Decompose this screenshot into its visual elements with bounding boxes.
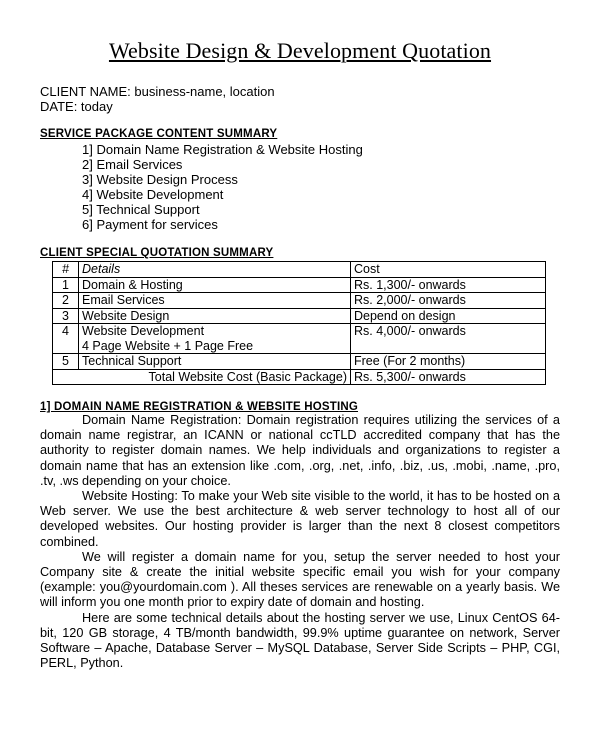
table-header-row: [53, 262, 546, 278]
row-cost: Rs. 2,000/- onwards: [351, 293, 546, 309]
total-label: Total Website Cost (Basic Package): [53, 369, 351, 385]
total-cost: Rs. 5,300/- onwards: [351, 369, 546, 385]
row-detail-line: Website Development: [82, 324, 205, 338]
list-item: 2] Email Services: [82, 157, 183, 172]
row-detail: [79, 324, 351, 354]
paragraph-domain-registration: Domain Name Registration: Domain registration requires utilizing the services of a domain name registrar, an ICANN or national ccTLD accredited company that has the authority to register domain names. We help individuals and organizations to register a domain name that has an extension like .com, .org, .net, .info, .biz, .us, .mobi, .name, .pro, .tv, .ws depending on your choice.: [40, 413, 560, 488]
column-header-number: #: [53, 262, 79, 278]
row-cost: Rs. 4,000/- onwards: [351, 324, 546, 354]
paragraph-technical-details: Here are some technical details about the hosting server we use, Linux CentOS 64-bit, 120 GB storage, 4 TB/month bandwidth, 99.9% uptime guarantee on network, Server Software – Apache, Database Server – MySQL Database, Server Side Scripts – PHP, CGI, PERL, Python.: [40, 610, 560, 671]
table-row: [53, 277, 546, 293]
document-title: Website Design & Development Quotation: [108, 38, 492, 63]
row-cost: Depend on design: [351, 308, 546, 324]
row-detail: Email Services: [79, 293, 351, 309]
row-number: 4: [53, 324, 79, 354]
quotation-table: [52, 261, 546, 385]
row-detail: Domain & Hosting: [79, 277, 351, 293]
table-row: [53, 308, 546, 324]
quotation-summary-heading: CLIENT SPECIAL QUOTATION SUMMARY: [40, 247, 274, 259]
table-row: [53, 324, 546, 354]
section1-body: [40, 413, 560, 671]
row-number: 5: [53, 354, 79, 370]
list-item: 3] Website Design Process: [82, 172, 238, 187]
table-row: [53, 354, 546, 370]
paragraph-registration-service: We will register a domain name for you, setup the server needed to host your Company site & create the initial website specific email you wish for your company (example: you@yourdomain.com ). All theses services are renewable on a yearly basis. We will inform you one month prior to expiry date of domain and hosting.: [40, 549, 560, 610]
list-item: 4] Website Development: [82, 187, 224, 202]
row-detail: Technical Support: [79, 354, 351, 370]
date-line: DATE: today: [40, 99, 113, 114]
table-row: [53, 293, 546, 309]
row-cost: Rs. 1,300/- onwards: [351, 277, 546, 293]
client-name-line: CLIENT NAME: business-name, location: [40, 84, 275, 99]
service-list: [82, 142, 363, 232]
row-number: 3: [53, 308, 79, 324]
column-header-cost: Cost: [351, 262, 546, 278]
section1-heading: 1] DOMAIN NAME REGISTRATION & WEBSITE HOSTING: [40, 401, 359, 413]
row-cost: Free (For 2 months): [351, 354, 546, 370]
row-number: 1: [53, 277, 79, 293]
list-item: 1] Domain Name Registration & Website Hosting: [82, 142, 363, 157]
row-number: 2: [53, 293, 79, 309]
row-detail: Website Design: [79, 308, 351, 324]
service-summary-heading: SERVICE PACKAGE CONTENT SUMMARY: [40, 128, 278, 140]
list-item: 5] Technical Support: [82, 202, 200, 217]
list-item: 6] Payment for services: [82, 217, 218, 232]
paragraph-website-hosting: Website Hosting: To make your Web site visible to the world, it has to be hosted on a Web server. We use the best architecture & web server technology to host all of our developed websites. Our hosting provider is larger than the next 8 closest competitors combined.: [40, 489, 560, 549]
row-detail-subline: 4 Page Website + 1 Page Free: [82, 338, 254, 353]
column-header-details: Details: [79, 262, 351, 278]
total-row: [53, 369, 546, 385]
